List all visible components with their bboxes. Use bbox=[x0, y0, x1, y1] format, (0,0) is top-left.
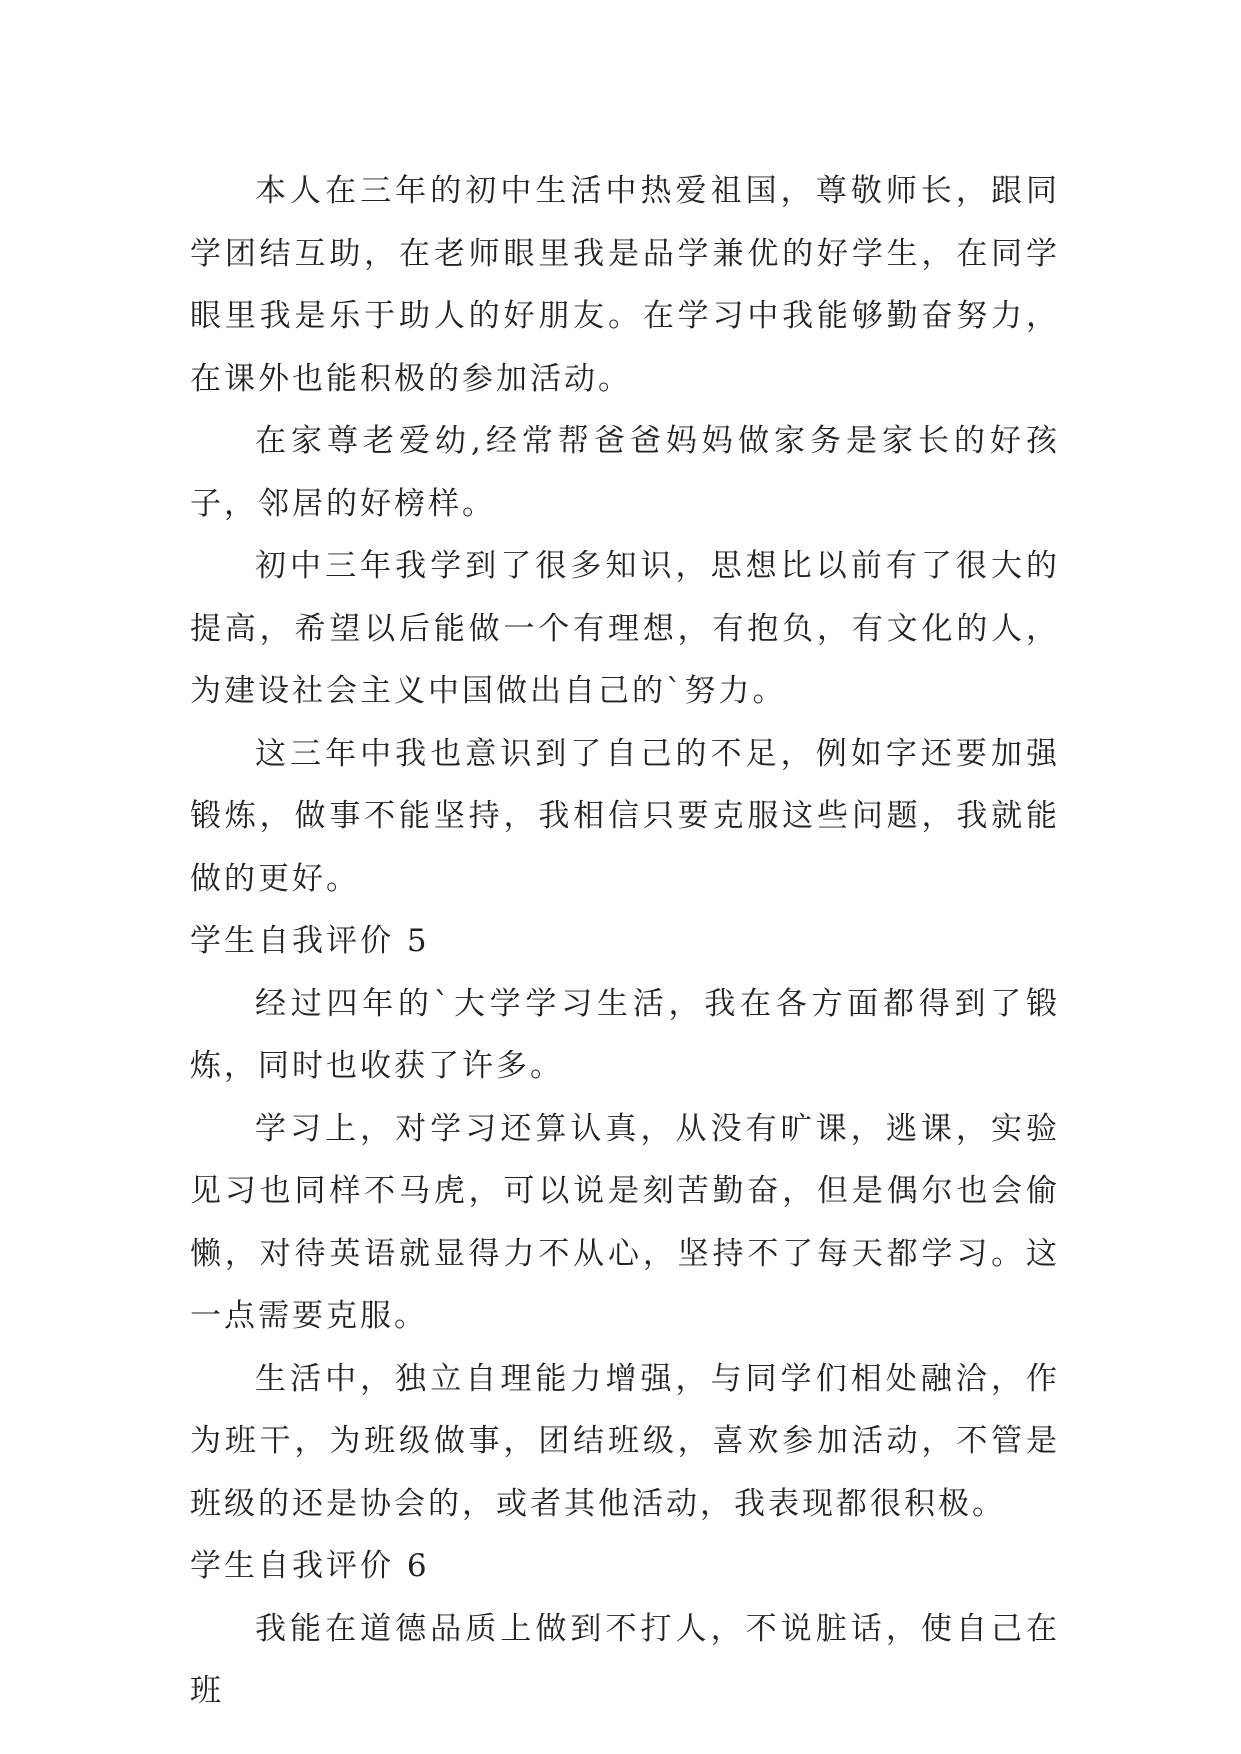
paragraph-5: 经过四年的`大学学习生活，我在各方面都得到了锻炼，同时也收获了许多。 bbox=[190, 985, 1060, 1084]
paragraph-8: 我能在道德品质上做到不打人，不说脏话，使自己在班 bbox=[190, 1610, 1060, 1709]
paragraph-1: 本人在三年的初中生活中热爱祖国，尊敬师长，跟同学团结互助，在老师眼里我是品学兼优的好学生，在同学眼里我是乐于助人的好朋友。在学习中我能够勤奋努力，在课外也能积极的参加活动。 bbox=[190, 173, 1060, 397]
paragraph-7: 生活中，独立自理能力增强，与同学们相处融洽，作为班干，为班级做事，团结班级，喜欢参加活动，不管是班级的还是协会的，或者其他活动，我表现都很积极。 bbox=[190, 1360, 1060, 1522]
paragraph-6: 学习上，对学习还算认真，从没有旷课，逃课，实验见习也同样不马虎，可以说是刻苦勤奋，但是偶尔也会偷懒，对待英语就显得力不从心，坚持不了每天都学习。这一点需要克服。 bbox=[190, 1110, 1060, 1334]
document-page bbox=[190, 160, 1060, 1723]
section-heading-6: 学生自我评价 6 bbox=[190, 1548, 430, 1584]
paragraph-4: 这三年中我也意识到了自己的不足，例如字还要加强锻炼，做事不能坚持，我相信只要克服这些问题，我就能做的更好。 bbox=[190, 735, 1060, 897]
paragraph-3: 初中三年我学到了很多知识，思想比以前有了很大的提高，希望以后能做一个有理想，有抱负，有文化的人，为建设社会主义中国做出自己的`努力。 bbox=[190, 548, 1060, 709]
section-heading-5: 学生自我评价 5 bbox=[190, 923, 430, 959]
paragraph-2: 在家尊老爱幼,经常帮爸爸妈妈做家务是家长的好孩子，邻居的好榜样。 bbox=[190, 423, 1060, 522]
